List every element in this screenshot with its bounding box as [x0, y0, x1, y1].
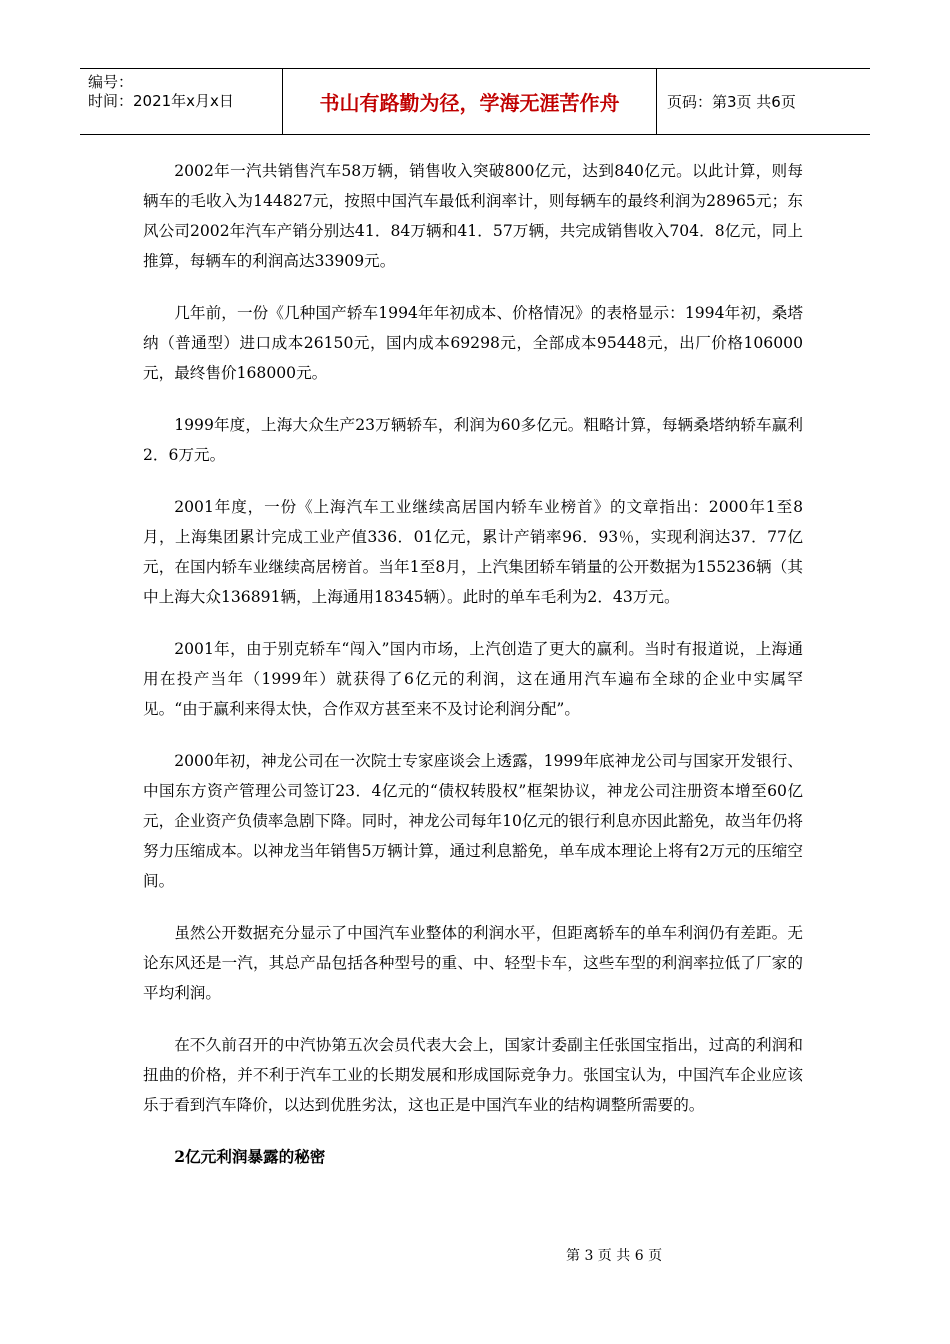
document-body	[143, 156, 803, 1172]
paragraph: 1999年度，上海大众生产23万辆轿车，利润为60多亿元。粗略计算，每辆桑塔纳轿车赢利2．6万元。	[143, 416, 803, 464]
paragraph: 虽然公开数据充分显示了中国汽车业整体的利润水平，但距离轿车的单车利润仍有差距。无论东风还是一汽，其总产品包括各种型号的重、中、轻型卡车，这些车型的利润率拉低了厂家的平均利润。	[143, 924, 803, 1002]
section-heading: 2亿元利润暴露的秘密	[174, 1147, 326, 1166]
page-header	[80, 68, 870, 135]
header-meta	[80, 69, 283, 134]
paragraph: 在不久前召开的中汽协第五次会员代表大会上，国家计委副主任张国宝指出，过高的利润和扭曲的价格，并不利于汽车工业的长期发展和形成国际竞争力。张国宝认为，中国汽车企业应该乐于看到汽车降价，以达到优胜劣汰，这也正是中国汽车业的结构调整所需要的。	[143, 1036, 803, 1114]
header-motto: 书山有路勤为径，学海无涯苦作舟	[283, 69, 657, 134]
paragraph: 2002年一汽共销售汽车58万辆，销售收入突破800亿元，达到840亿元。以此计算，则每辆车的毛收入为144827元，按照中国汽车最低利润率计，则每辆车的最终利润为28965元；东风公司2002年汽车产销分别达41．84万辆和41．57万辆，共完成销售收入704．8亿元，同上推算，每辆车的利润高达33909元。	[143, 162, 803, 270]
paragraph: 2000年初，神龙公司在一次院士专家座谈会上透露，1999年底神龙公司与国家开发银行、中国东方资产管理公司签订23．4亿元的“债权转股权”框架协议，神龙公司注册资本增至60亿元，企业资产负债率急剧下降。同时，神龙公司每年10亿元的银行利息亦因此豁免，故当年仍将努力压缩成本。以神龙当年销售5万辆计算，通过利息豁免，单车成本理论上将有2万元的压缩空间。	[143, 752, 803, 890]
paragraph: 2001年度，一份《上海汽车工业继续高居国内轿车业榜首》的文章指出：2000年1至8月，上海集团累计完成工业产值336．01亿元，累计产销率96．93％，实现利润达37．77亿元，在国内轿车业继续高居榜首。当年1至8月，上汽集团轿车销量的公开数据为155236辆（其中上海大众136891辆，上海通用18345辆）。此时的单车毛利为2．43万元。	[143, 498, 803, 606]
page-footer: 第 3 页 共 6 页	[566, 1248, 663, 1264]
document-number-label: 编号：	[88, 73, 134, 91]
header-page-info: 页码：第3页 共6页	[667, 93, 796, 111]
paragraph: 几年前，一份《几种国产轿车1994年年初成本、价格情况》的表格显示：1994年初，桑塔纳（普通型）进口成本26150元，国内成本69298元，全部成本95448元，出厂价格106000元，最终售价168000元。	[143, 304, 803, 382]
document-time-label: 时间：2021年x月x日	[88, 92, 234, 110]
paragraph: 2001年，由于别克轿车“闯入”国内市场，上汽创造了更大的赢利。当时有报道说，上海通用在投产当年（1999年）就获得了6亿元的利润，这在通用汽车遍布全球的企业中实属罕见。“由于赢利来得太快，合作双方甚至来不及讨论利润分配”。	[143, 640, 803, 718]
